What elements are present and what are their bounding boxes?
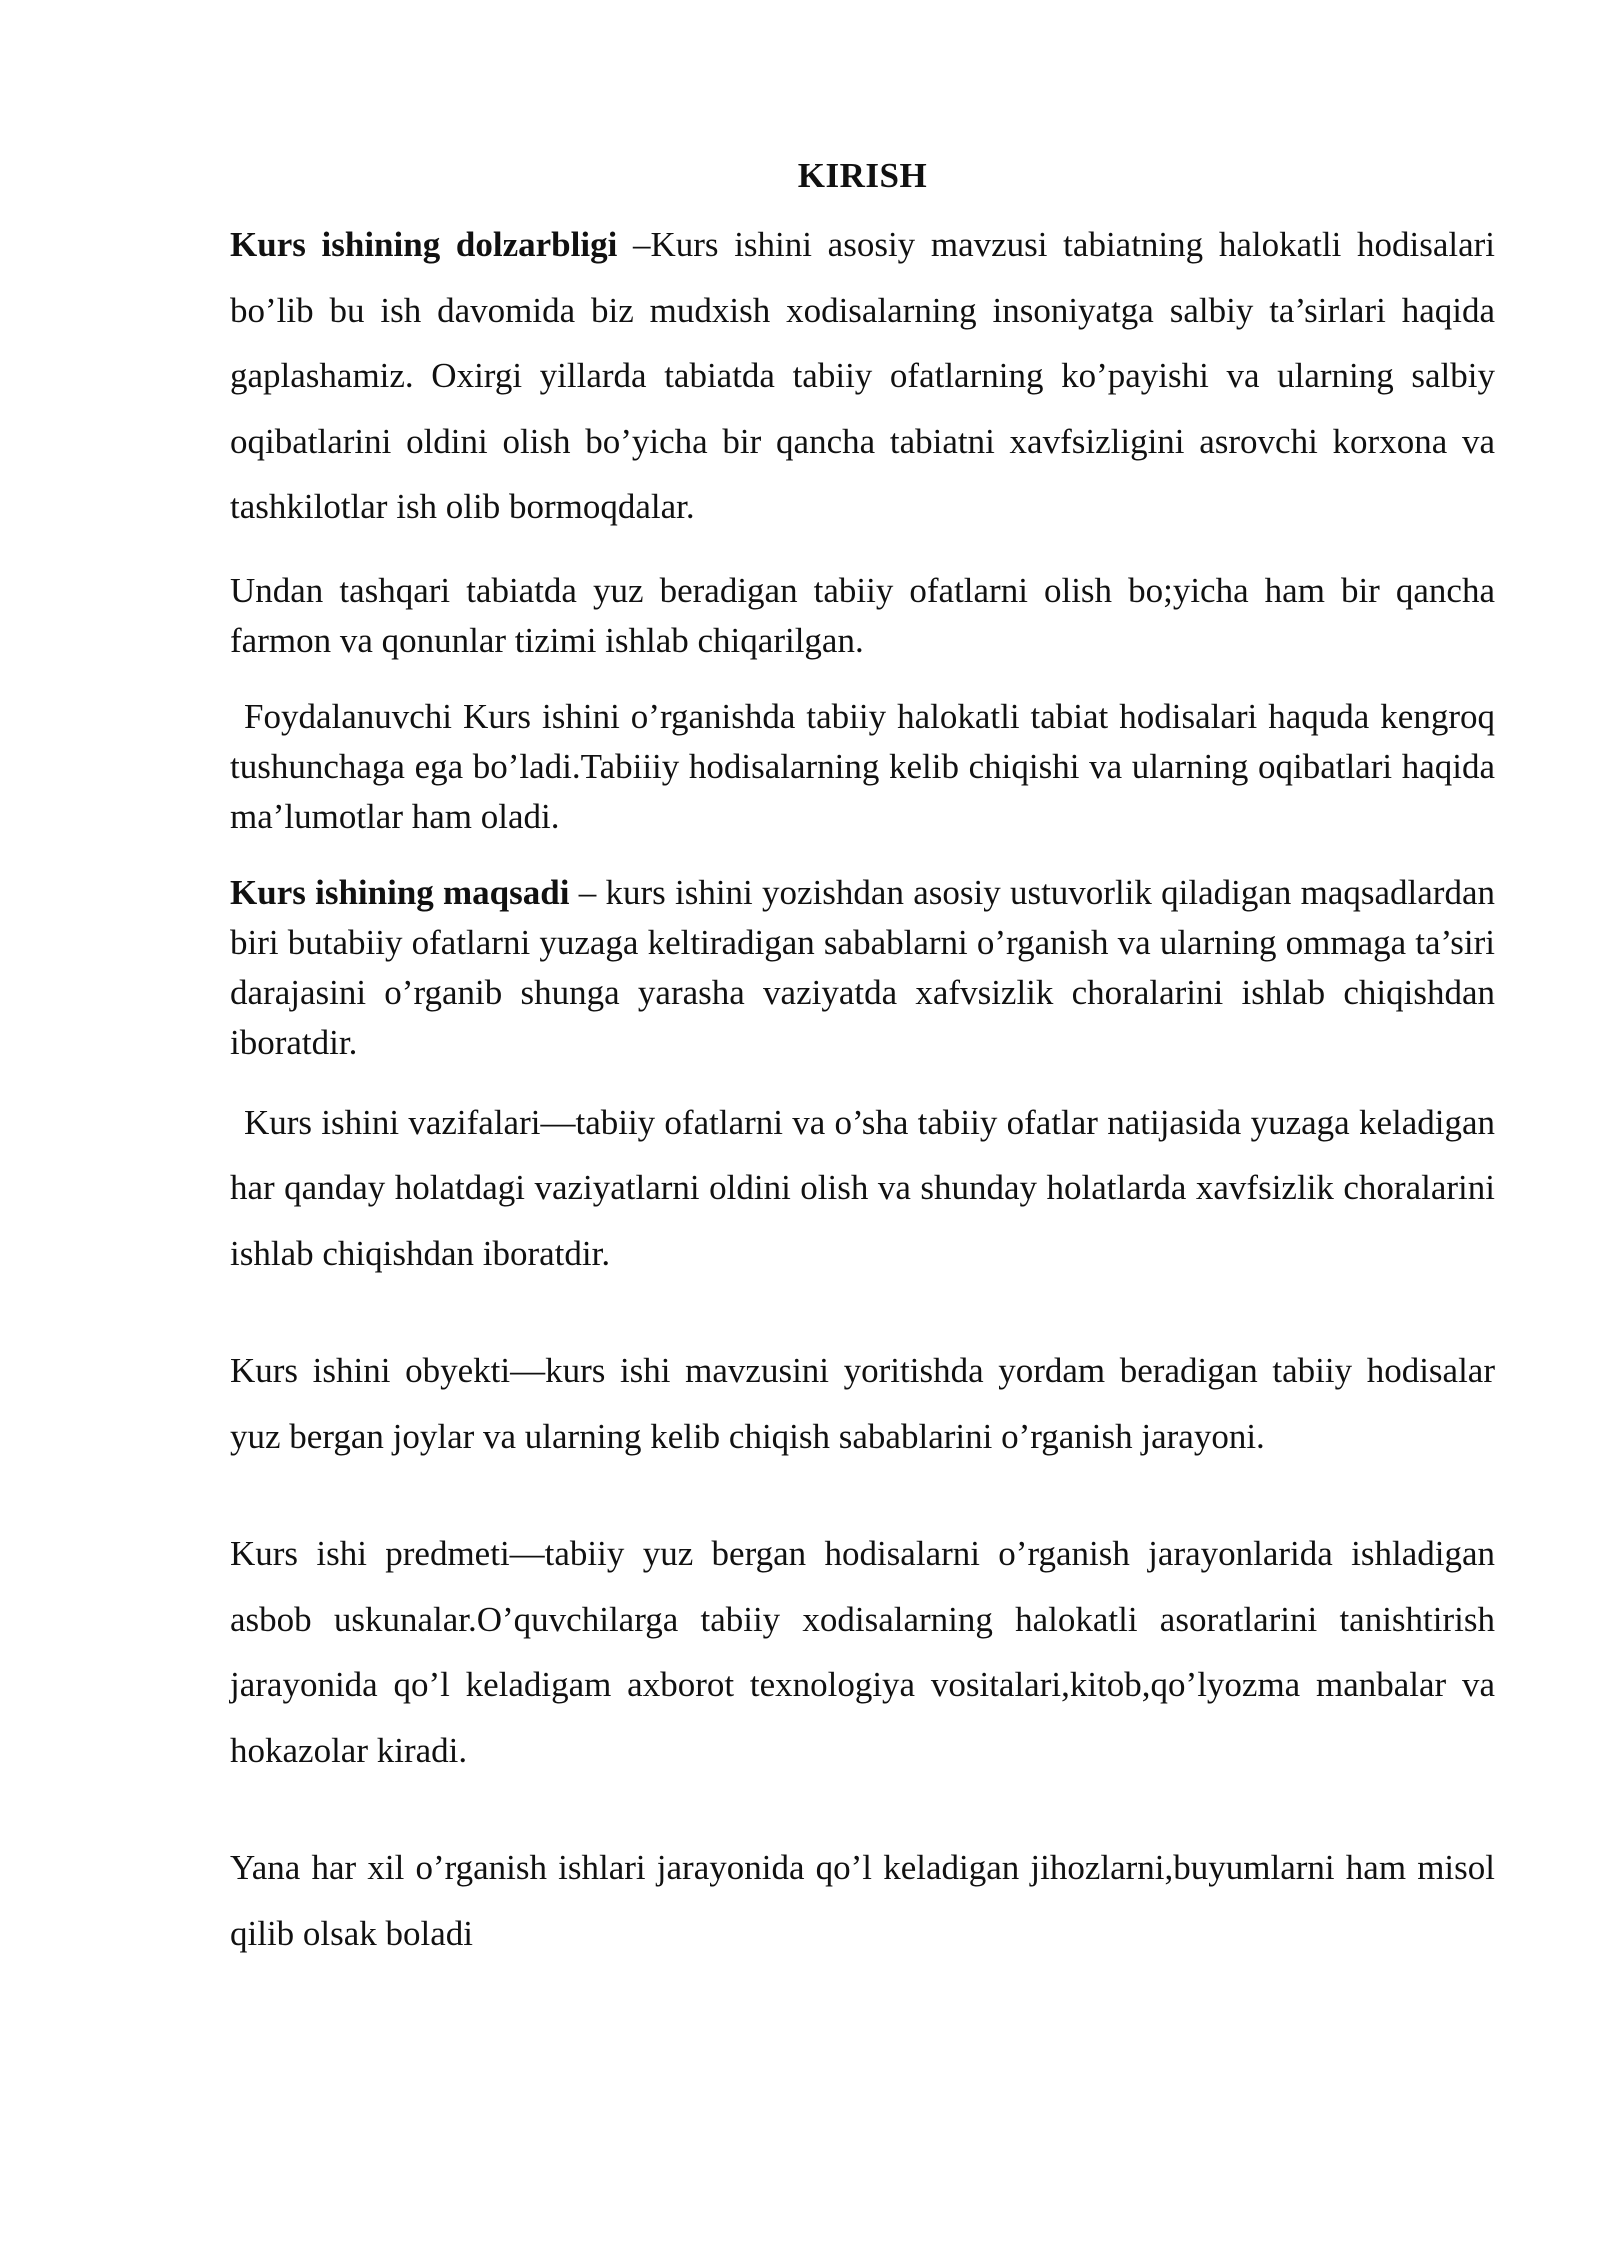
paragraph-text: Kurs ishini obyekti—kurs ishi mavzusini yoritishda yordam beradigan tabiiy hodisalar yuz bergan joylar va ularning kelib chiqish sabablarini o’rganish jarayoni. — [230, 1351, 1495, 1456]
paragraph-lead-label: Kurs ishining maqsadi — [230, 872, 570, 912]
paragraph-vazifalari — [230, 1090, 1495, 1287]
paragraph-text: Undan tashqari tabiatda yuz beradigan tabiiy ofatlarni olish bo;yicha ham bir qancha farmon va qonunlar tizimi ishlab chiqarilgan. — [230, 570, 1495, 660]
paragraph-text: Kurs ishi predmeti—tabiiy yuz bergan hodisalarni o’rganish jarayonlarida ishladigan asbob uskunalar.O’quvchilarga tabiiy xodisalarning halokatli asoratlarini tanishtirish jarayonida qo’l keladigam axborot texnologiya vositalari,kitob,qo’lyozma manbalar va hokazolar kiradi. — [230, 1534, 1495, 1770]
paragraph-foydalanuvchi — [230, 692, 1495, 842]
paragraph-text: Foydalanuvchi Kurs ishini o’rganishda tabiiy halokatli tabiat hodisalari haquda kengroq tushunchaga ega bo’ladi.Tabiiiy hodisalarning kelib chiqishi va ularning oqibatlari haqida ma’lumotlar ham oladi. — [230, 696, 1495, 836]
paragraph-text: Yana har xil o’rganish ishlari jarayonida qo’l keladigan jihozlarni,buyumlarni ham misol qilib olsak boladi — [230, 1848, 1495, 1953]
paragraph-maqsadi — [230, 868, 1495, 1068]
paragraph-lead-label: Kurs ishining dolzarbligi — [230, 225, 618, 264]
paragraph-dolzarbligi — [230, 212, 1495, 540]
paragraph-predmeti — [230, 1521, 1495, 1783]
paragraph-text: –Kurs ishini asosiy mavzusi tabiatning halokatli hodisalari bo’lib bu ish davomida biz mudxish xodisalarning insoniyatga salbiy ta’sirlari haqida gaplashamiz. Oxirgi yillarda tabiatda tabiiy ofatlarning ko’payishi va ularning salbiy oqibatlarini oldini olish bo’yicha bir qancha tabiatni xavfsizligini asrovchi korxona va tashkilotlar ish olib bormoqdalar. — [230, 225, 1495, 526]
paragraph-farmon — [230, 566, 1495, 666]
paragraph-jihozlar — [230, 1835, 1495, 1966]
paragraph-text: Kurs ishini vazifalari—tabiiy ofatlarni va o’sha tabiiy ofatlar natijasida yuzaga keladigan har qanday holatdagi vaziyatlarni oldini olish va shunday holatlarda xavfsizlik choralarini ishlab chiqishdan iboratdir. — [230, 1102, 1495, 1273]
paragraph-obyekti — [230, 1338, 1495, 1469]
page-title: KIRISH — [797, 156, 928, 195]
document-body — [230, 148, 1495, 1966]
paragraph-text: – kurs ishini yozishdan asosiy ustuvorlik qiladigan maqsadlardan biri butabiiy ofatlarni yuzaga keltiradigan sabablarni o’rganish va ularning ommaga ta’siri darajasini o’rganib shunga yarasha vaziyatda xafvsizlik choralarini ishlab chiqishdan iboratdir. — [230, 872, 1495, 1062]
